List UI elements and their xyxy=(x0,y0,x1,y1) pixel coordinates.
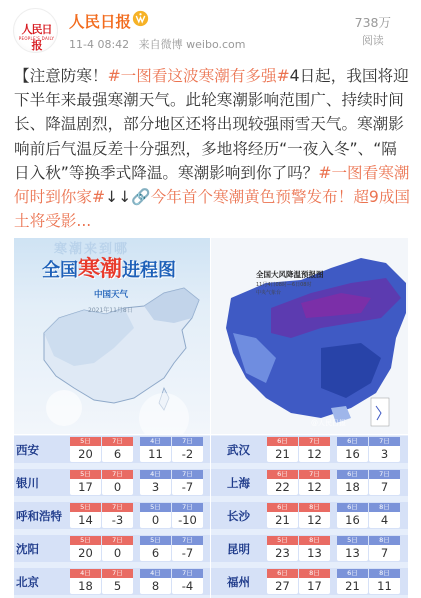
cell-temperature: 16 xyxy=(345,513,360,527)
high-temp-cell xyxy=(102,470,133,495)
cell-date: 8日 xyxy=(369,536,400,545)
cell-date: 7日 xyxy=(102,437,133,446)
cell-date: 7日 xyxy=(102,503,133,512)
post-meta xyxy=(69,36,252,52)
image-wind-cooling-forecast-map[interactable] xyxy=(211,238,408,434)
cell-temperature: -2 xyxy=(181,447,194,461)
temperature-cells xyxy=(70,470,204,495)
read-count-label: 阅读 xyxy=(361,34,384,47)
cell-temperature: 20 xyxy=(78,447,93,461)
low-temp-cell xyxy=(172,470,203,495)
high-temp-cell xyxy=(267,569,298,594)
cell-date: 6日 xyxy=(267,503,298,512)
cell-date: 6日 xyxy=(337,503,368,512)
city-name: 西安 xyxy=(16,443,39,457)
cell-temperature: -7 xyxy=(181,480,194,494)
cell-temperature: -4 xyxy=(181,579,194,593)
post-header xyxy=(0,0,421,60)
high-temp-cell xyxy=(267,470,298,495)
read-count xyxy=(355,13,391,48)
temperature-cells xyxy=(70,503,204,528)
cell-temperature: 22 xyxy=(275,480,290,494)
img1-title-b: 寒潮 xyxy=(78,257,123,282)
forecast-map-graphic xyxy=(211,238,408,434)
cell-temperature: 17 xyxy=(307,579,322,593)
low-temp-cell xyxy=(140,470,171,495)
high-temp-cell xyxy=(267,437,298,462)
img2-watermark: @人民日报 xyxy=(311,419,346,427)
low-temp-cell xyxy=(140,437,171,462)
avatar-logo-text: 人民日报 xyxy=(21,23,52,52)
cell-temperature: 8 xyxy=(151,579,160,593)
cell-date: 7日 xyxy=(369,470,400,479)
cell-temperature: 4 xyxy=(380,513,389,527)
post-text-p1: 【注意防寒！ xyxy=(14,67,108,85)
cell-temperature: 17 xyxy=(78,480,93,494)
cell-date: 7日 xyxy=(172,569,203,578)
high-temp-cell xyxy=(102,569,133,594)
high-temp-cell xyxy=(299,569,330,594)
cell-temperature: 12 xyxy=(307,480,322,494)
cell-date: 6日 xyxy=(337,569,368,578)
cell-date: 7日 xyxy=(172,503,203,512)
cell-date: 7日 xyxy=(172,470,203,479)
high-temp-cell xyxy=(70,470,101,495)
cell-date: 5日 xyxy=(140,503,171,512)
cell-temperature: -3 xyxy=(111,513,124,527)
cell-date: 8日 xyxy=(369,569,400,578)
cell-temperature: 3 xyxy=(151,480,160,494)
temperature-cells xyxy=(267,437,401,462)
post-text-p2: 4日起，我国将迎下半年来最强寒潮天气。此轮寒潮影响范围广、持续时间长、降温剧烈，部分地区还将出现较强雨雪天气。寒潮影响前后气温反差十分强烈，多地将经历“一夜入冬”、“隔日入秋”等换季式降温。寒潮影响到你了吗？ xyxy=(14,67,409,182)
avatar-logo-sub: PEOPLE'S DAILY xyxy=(18,36,55,41)
temperature-cells xyxy=(70,437,204,462)
img2-org: 中央气象台 xyxy=(256,290,282,296)
hashtag-cold-wave-strength[interactable]: #一图看这波寒潮有多强# xyxy=(107,67,290,85)
cell-temperature: 11 xyxy=(148,447,163,461)
low-temp-cell xyxy=(172,503,203,528)
post-text xyxy=(14,64,412,233)
low-temp-cell xyxy=(369,437,400,462)
high-temp-cell xyxy=(70,569,101,594)
high-temp-cell xyxy=(267,536,298,561)
cell-date: 5日 xyxy=(70,437,101,446)
cell-date: 5日 xyxy=(70,470,101,479)
low-temp-cell xyxy=(337,503,368,528)
img2-title: 全国大风降温预报图 xyxy=(256,270,324,279)
cell-date: 4日 xyxy=(70,569,101,578)
avatar[interactable] xyxy=(13,8,58,53)
arrows: ↓↓ xyxy=(105,188,132,207)
post-source: 来自微博 weibo.com xyxy=(138,38,246,51)
cell-date: 8日 xyxy=(369,503,400,512)
cell-temperature: 13 xyxy=(307,546,322,560)
city-name: 武汉 xyxy=(227,443,250,457)
high-temp-cell xyxy=(102,437,133,462)
cell-date: 5日 xyxy=(70,503,101,512)
high-temp-cell xyxy=(70,536,101,561)
cell-temperature: 21 xyxy=(345,579,360,593)
temperature-cells xyxy=(70,536,204,561)
cell-date: 4日 xyxy=(140,569,171,578)
city-name: 北京 xyxy=(16,575,39,589)
cell-date: 7日 xyxy=(102,470,133,479)
img1-title-a: 全国 xyxy=(42,260,78,281)
img1-title xyxy=(42,252,176,283)
temperature-cells xyxy=(70,569,204,594)
cell-temperature: 5 xyxy=(113,579,122,593)
cell-date: 6日 xyxy=(337,470,368,479)
high-temp-cell xyxy=(70,437,101,462)
low-temp-cell xyxy=(369,470,400,495)
low-temp-cell xyxy=(140,569,171,594)
high-temp-cell xyxy=(102,503,133,528)
low-temp-cell xyxy=(337,437,368,462)
city-name: 银川 xyxy=(16,476,39,490)
city-name: 昆明 xyxy=(227,542,250,556)
cell-temperature: 11 xyxy=(377,579,392,593)
cell-date: 4日 xyxy=(140,470,171,479)
cell-temperature: 20 xyxy=(78,546,93,560)
post-time: 11-4 08:42 xyxy=(69,38,130,51)
cell-date: 5日 xyxy=(267,536,298,545)
cell-date: 7日 xyxy=(102,569,133,578)
cell-temperature: 21 xyxy=(275,513,290,527)
cell-temperature: 14 xyxy=(78,513,93,527)
cell-temperature: 7 xyxy=(380,480,389,494)
low-temp-cell xyxy=(172,569,203,594)
high-temp-cell xyxy=(299,470,330,495)
low-temp-cell xyxy=(337,569,368,594)
vip-badge-icon xyxy=(132,10,149,27)
cell-temperature: -10 xyxy=(178,513,197,527)
cell-temperature: 18 xyxy=(345,480,360,494)
temperature-cells xyxy=(267,470,401,495)
cell-date: 6日 xyxy=(267,569,298,578)
low-temp-cell xyxy=(369,569,400,594)
low-temp-cell xyxy=(172,437,203,462)
image-temperature-table-south[interactable] xyxy=(211,435,408,598)
cell-date: 5日 xyxy=(140,536,171,545)
cell-temperature: 12 xyxy=(307,447,322,461)
cell-temperature: 12 xyxy=(307,513,322,527)
cell-date: 8日 xyxy=(299,569,330,578)
low-temp-cell xyxy=(337,470,368,495)
cell-temperature: 18 xyxy=(78,579,93,593)
high-temp-cell xyxy=(70,503,101,528)
img1-date: 2021年11月8日 xyxy=(88,307,133,314)
city-name: 上海 xyxy=(227,476,250,490)
cell-date: 8日 xyxy=(299,536,330,545)
cell-date: 8日 xyxy=(299,503,330,512)
low-temp-cell xyxy=(337,536,368,561)
read-count-number: 738万 xyxy=(354,15,391,30)
cell-temperature: 0 xyxy=(113,480,122,494)
city-name: 福州 xyxy=(227,575,250,589)
cell-date: 6日 xyxy=(267,470,298,479)
high-temp-cell xyxy=(299,503,330,528)
cell-date: 7日 xyxy=(299,470,330,479)
temperature-cells xyxy=(267,536,401,561)
cell-temperature: -7 xyxy=(181,546,194,560)
cell-date: 7日 xyxy=(299,437,330,446)
hashtag-cold-wave-arrival[interactable]: #一图看寒潮何时到你家# xyxy=(14,163,410,207)
cell-temperature: 6 xyxy=(151,546,160,560)
img1-title-c: 进程图 xyxy=(122,260,177,281)
cell-temperature: 6 xyxy=(113,447,122,461)
cell-date: 6日 xyxy=(267,437,298,446)
cell-date: 6日 xyxy=(337,437,368,446)
cell-date: 7日 xyxy=(102,536,133,545)
img2-subtitle: 11月4日08时—6日08时 xyxy=(256,282,312,288)
low-temp-cell xyxy=(172,536,203,561)
cell-temperature: 21 xyxy=(275,447,290,461)
city-name: 沈阳 xyxy=(16,542,39,556)
high-temp-cell xyxy=(299,437,330,462)
cell-date: 7日 xyxy=(369,437,400,446)
low-temp-cell xyxy=(140,536,171,561)
image-cold-wave-progress-map[interactable] xyxy=(14,238,210,434)
article-link[interactable]: 🔗今年首个寒潮黄色预警发布！超9成国土将受影... xyxy=(14,188,411,231)
city-name: 长沙 xyxy=(227,509,250,523)
cell-date: 5日 xyxy=(70,536,101,545)
cell-temperature: 23 xyxy=(275,546,290,560)
img1-title-top: 寒潮来到哪 xyxy=(54,242,130,257)
cell-date: 7日 xyxy=(172,536,203,545)
temperature-cells xyxy=(267,503,401,528)
cell-date: 5日 xyxy=(337,536,368,545)
cell-temperature: 0 xyxy=(151,513,160,527)
low-temp-cell xyxy=(369,503,400,528)
cell-temperature: 3 xyxy=(380,447,389,461)
high-temp-cell xyxy=(299,536,330,561)
city-name: 呼和浩特 xyxy=(16,509,62,523)
cell-temperature: 16 xyxy=(345,447,360,461)
temperature-cells xyxy=(267,569,401,594)
cell-date: 4日 xyxy=(140,437,171,446)
image-temperature-table-north[interactable] xyxy=(14,435,210,598)
low-temp-cell xyxy=(369,536,400,561)
user-name[interactable]: 人民日报 xyxy=(69,13,132,31)
cell-temperature: 27 xyxy=(275,579,290,593)
high-temp-cell xyxy=(102,536,133,561)
img1-brand: 中国天气 xyxy=(94,290,129,300)
cell-temperature: 13 xyxy=(345,546,360,560)
cell-temperature: 0 xyxy=(113,546,122,560)
high-temp-cell xyxy=(267,503,298,528)
cell-temperature: 7 xyxy=(380,546,389,560)
low-temp-cell xyxy=(140,503,171,528)
cell-date: 7日 xyxy=(172,437,203,446)
